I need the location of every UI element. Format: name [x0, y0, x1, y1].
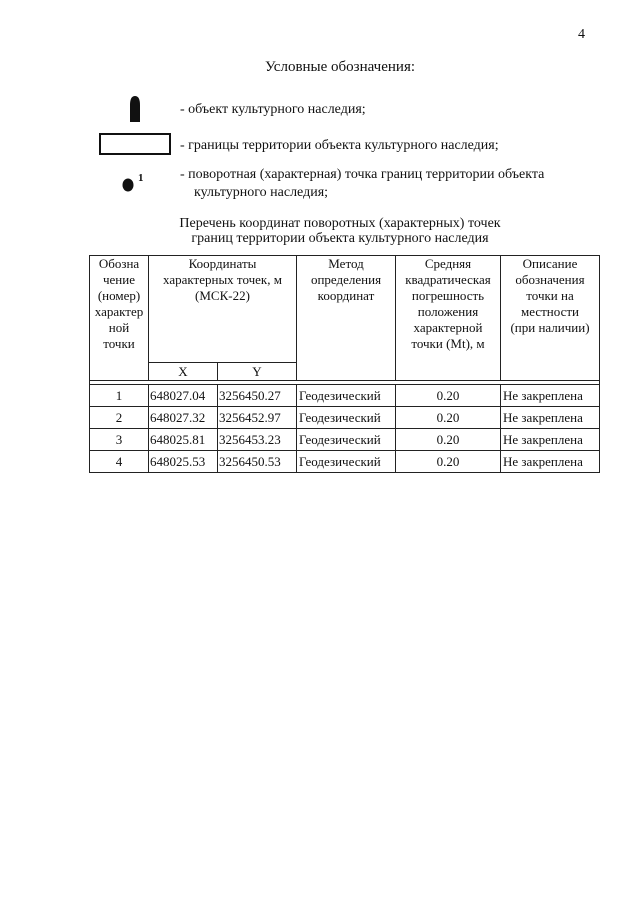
legend-item-monument-text: - объект культурного наследия; — [180, 102, 366, 117]
table-caption-line2: границ территории объекта культурного наследия — [191, 231, 489, 246]
header-method-line: определения — [310, 272, 382, 287]
header-error-line: Средняя — [424, 256, 472, 271]
header-description — [501, 256, 600, 381]
cell-error: 0.20 — [396, 451, 501, 473]
turn-point-label: 1 — [138, 172, 144, 184]
cell-method: Геодезический — [297, 429, 396, 451]
cell-method: Геодезический — [297, 407, 396, 429]
header-description-line: местности — [521, 304, 579, 319]
legend-title: Условные обозначения: — [264, 59, 416, 75]
cell-point-number: 2 — [90, 407, 149, 429]
turn-point-icon — [122, 178, 134, 192]
cell-description: Не закреплена — [501, 385, 600, 407]
legend-item-turn-point-text — [180, 166, 544, 202]
cell-error: 0.20 — [396, 407, 501, 429]
cell-y: 3256453.23 — [218, 429, 297, 451]
header-y: Y — [218, 363, 297, 381]
header-point-line: ной — [108, 320, 130, 335]
header-description-line: обозначения — [515, 272, 585, 287]
cell-x: 648025.53 — [149, 451, 218, 473]
header-x: X — [149, 363, 218, 381]
header-coords-line: характерных точек, м — [163, 272, 282, 287]
header-description-line: Описание — [522, 256, 578, 271]
cell-point-number: 4 — [90, 451, 149, 473]
cell-y: 3256450.27 — [218, 385, 297, 407]
table-row — [90, 385, 600, 407]
coordinates-table — [89, 255, 600, 473]
cell-description: Не закреплена — [501, 407, 600, 429]
monument-icon — [128, 96, 142, 122]
table-row — [90, 451, 600, 473]
header-method-line: координат — [317, 288, 375, 303]
cell-method: Геодезический — [297, 451, 396, 473]
cell-y: 3256450.53 — [218, 451, 297, 473]
cell-point-number: 1 — [90, 385, 149, 407]
cell-method: Геодезический — [297, 385, 396, 407]
header-point-line: чение — [103, 272, 135, 287]
legend-item-turn-point-line1: - поворотная (характерная) точка границ территории объекта — [180, 167, 545, 182]
table-caption — [0, 216, 640, 246]
cell-y: 3256452.97 — [218, 407, 297, 429]
header-description-line: точки на — [526, 288, 574, 303]
cell-error: 0.20 — [396, 429, 501, 451]
boundary-rectangle-icon — [99, 133, 171, 155]
header-point-number — [90, 256, 149, 381]
header-error-line: точки (Mt), м — [411, 336, 485, 351]
header-coordinates — [149, 256, 297, 363]
header-description-line: (при наличии) — [510, 320, 590, 335]
header-error-line: положения — [417, 304, 479, 319]
header-point-line: Обозна — [98, 256, 140, 271]
header-point-line: характер — [94, 304, 144, 319]
table-row — [90, 407, 600, 429]
cell-description: Не закреплена — [501, 451, 600, 473]
cell-error: 0.20 — [396, 385, 501, 407]
header-method — [297, 256, 396, 381]
page-number: 4 — [578, 27, 585, 42]
header-error-line: погрешность — [411, 288, 485, 303]
cell-x: 648027.04 — [149, 385, 218, 407]
cell-x: 648027.32 — [149, 407, 218, 429]
header-error-line: характерной — [413, 320, 483, 335]
header-coords-line: Координаты — [188, 256, 257, 271]
header-point-line: (номер) — [97, 288, 141, 303]
legend-item-boundary-text: - границы территории объекта культурного наследия; — [180, 138, 499, 153]
cell-x: 648025.81 — [149, 429, 218, 451]
header-point-line: точки — [103, 336, 135, 351]
legend-item-turn-point-line2: культурного наследия; — [194, 185, 329, 200]
cell-point-number: 3 — [90, 429, 149, 451]
table-row — [90, 429, 600, 451]
header-error-line: квадратическая — [405, 272, 491, 287]
header-coords-line: (МСК-22) — [195, 288, 250, 303]
header-method-line: Метод — [328, 256, 364, 271]
cell-description: Не закреплена — [501, 429, 600, 451]
table-caption-line1: Перечень координат поворотных (характерных) точек — [179, 216, 501, 231]
header-error — [396, 256, 501, 381]
